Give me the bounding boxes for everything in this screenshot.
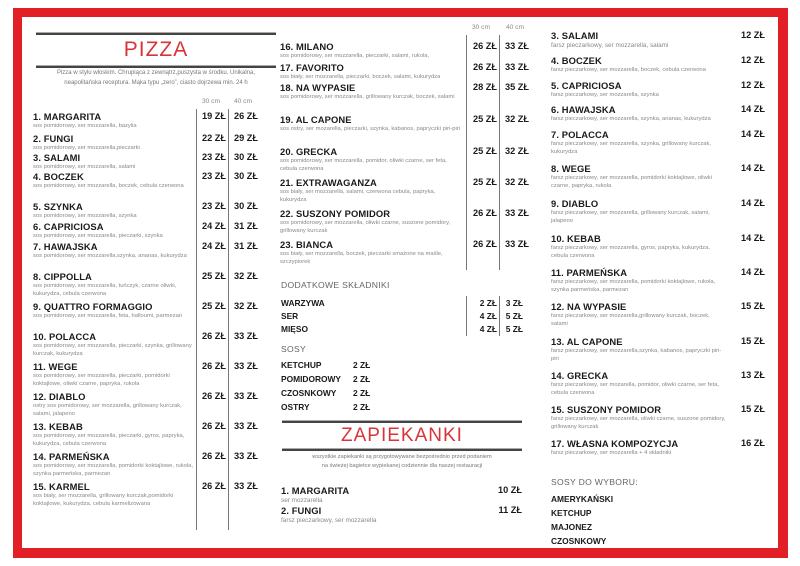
item-name: 6. CAPRICIOSA [33,221,104,232]
price-30cm: 26 ZŁ [202,391,226,401]
pizza-header [36,32,276,68]
item-name: 12. DIABLO [33,391,86,402]
zapiekanka-price: 14 ZŁ [741,198,765,208]
extras-title: DODATKOWE SKŁADNIKI [281,280,390,290]
item-name: 23. BIANCA [280,239,334,250]
item-name: 13. KEBAB [33,421,83,432]
zapiekanki-header [282,420,522,451]
item-name: 7. HAWAJSKA [33,241,98,252]
price-40cm: 32 ZŁ [234,301,258,311]
item-name: 4. BOCZEK [551,55,602,66]
item-description: farsz pieczarkowy, ser mozzarella, boczek, cebula czerwona [551,67,706,73]
sauce-choice-item: CZOSNKOWY [551,536,607,546]
zapiekanka-price: 14 ZŁ [741,267,765,277]
zapiekanka-item [551,104,727,123]
price-divider [228,109,229,530]
item-description: farsz pieczarkowy, ser mozzarella, szynka [551,92,659,98]
price-40cm: 33 ZŁ [505,41,529,51]
sauce-price: 2 ZŁ [353,388,371,398]
zapiekanka-item [551,80,727,99]
item-description: sos pomidorowy, ser mozzarella, pomidor, oliwki czarne, ser feta, cebula czerwona [280,158,447,172]
price-30cm: 23 ZŁ [202,152,226,162]
price-40cm: 35 ZŁ [505,82,529,92]
price-40cm: 29 ZŁ [234,133,258,143]
zapiekanki-title: ZAPIEKANKI [341,425,463,446]
price-40cm: 33 ZŁ [505,62,529,72]
item-name: 2. FUNGI [33,133,74,144]
item-description: sos pomidorowy, ser mozzarella, oliwki czarne, suszone pomidory, grillowany kurczak [280,220,451,234]
zapiekanka-item [281,485,461,506]
price-30cm: 26 ZŁ [202,331,226,341]
price-divider [466,35,467,270]
intro-line: na świeżej bagietce wypiekanej codziennie dla naszej restauracji [321,463,483,469]
price-40cm: 30 ZŁ [234,152,258,162]
item-description: sos pomidorowy, ser mozzarella,pieczarki [33,145,140,151]
pizza-intro [36,68,276,88]
item-name: 16. MILANO [280,41,334,52]
size-large-label: 40 cm [234,98,252,105]
price-30cm: 26 ZŁ [202,451,226,461]
item-name: 13. AL CAPONE [551,336,623,347]
item-name: 12. NA WYPASIE [551,301,627,312]
item-description: farsz pieczarkowy, ser mozzarella, gyros, papryka, kukurydza, cebula czerwona [551,245,711,259]
pizza-item [33,133,195,152]
extra-price-30cm: 2 ZŁ [479,298,497,308]
item-description: sos ostry, ser mozarella, pieczarki, szynka, kabanos, papryczki piri-piri [280,126,460,132]
item-description: sos pomidorowy, ser mozzarella, bazylia [33,123,137,129]
sauce-name: KETCHUP [281,360,322,370]
price-divider [466,296,467,336]
pizza-item [33,171,195,190]
item-description: sos pomidorowy, ser mozzarella, boczek, cebula czerwona [33,183,184,189]
intro-line: Pizza w stylu włoskim. Chrupiąca z zewnątrz,puszysta w środku. Unikalna, [56,70,256,76]
item-description: farsz pieczarkowy, ser mozzarella, pomidorki koktajlowe, rukola, szynka parmeńska, parmezan [551,279,716,293]
item-name: 8. WEGE [551,163,591,174]
item-name: 4. BOCZEK [33,171,84,182]
extra-name: MIĘSO [281,324,308,334]
zapiekanka-price: 12 ZŁ [741,30,765,40]
item-name: 15. KARMEL [33,481,90,492]
pizza-item [280,62,462,81]
item-name: 17. WŁASNA KOMPOZYCJA [551,438,679,449]
item-name: 11. WEGE [33,361,78,372]
item-name: 22. SUSZONY POMIDOR [280,208,391,219]
sauce-name: CZOSNKOWY [281,388,337,398]
item-name: 20. GRECKA [280,146,338,157]
item-name: 19. AL CAPONE [280,114,352,125]
item-name: 9. DIABLO [551,198,599,209]
price-30cm: 24 ZŁ [202,221,226,231]
zapiekanka-price: 14 ZŁ [741,163,765,173]
zapiekanka-item [551,30,727,51]
item-description: farsz pieczarkowy, ser mozzarella, szynka, grillowany kurczak, kukurydza [551,141,712,155]
extra-price-40cm: 5 ZŁ [505,324,523,334]
item-name: 3. SALAMI [33,152,81,163]
extra-name: WARZYWA [281,298,325,308]
sauce-choice-title: SOSY DO WYBORU: [551,477,638,487]
sauce-price: 2 ZŁ [353,374,371,384]
item-description: sos pomidorowy, ser mozzarella, pieczarki, gyros, papryka, kukurydza, cebula czerwona [33,433,185,447]
price-40cm: 33 ZŁ [234,481,258,491]
price-30cm: 26 ZŁ [202,361,226,371]
price-40cm: 33 ZŁ [234,331,258,341]
sauces-title: SOSY [281,344,307,354]
extra-price-30cm: 4 ZŁ [479,311,497,321]
price-30cm: 25 ZŁ [202,301,226,311]
item-name: 17. FAVORITO [280,62,344,73]
item-description: sos pomidorowy, ser mozzarella, salami [33,164,136,170]
pizza-item [33,301,195,320]
zapiekanka-item [551,301,727,328]
zapiekanka-item [281,505,461,526]
price-30cm: 26 ZŁ [202,481,226,491]
price-divider [196,109,197,530]
item-name: 5. CAPRICIOSA [551,80,622,91]
item-description: farsz pieczarkowy, ser mozzarella, pomidorki koktajlowe, oliwki czarne, papryka, rukola [551,175,712,189]
price-30cm: 25 ZŁ [473,177,497,187]
item-description: sos pomidorowy, ser mozzarella, pieczarki, pomidorki koktajlowe, oliwki czarne, papryka, rukola [33,373,170,387]
zapiekanka-item [551,336,727,363]
price-30cm: 26 ZŁ [473,41,497,51]
price-40cm: 32 ZŁ [505,114,529,124]
item-description: farsz pieczarkowy, ser mozzarella, grillowany kurczak, salami, jalapeno [551,210,710,224]
item-description: farsz pieczarkowy, ser mozzarella,grillowany kurczak, boczek, salami [551,313,710,327]
pizza-item [33,111,195,130]
zapiekanka-item [551,163,727,190]
price-divider [499,296,500,336]
zapiekanka-price: 11 ZŁ [498,505,522,515]
zapiekanka-item [551,198,727,225]
item-description: sos biały, ser mozzarella, pieczarki, boczek, salami, kukurydza [280,74,441,80]
price-30cm: 26 ZŁ [473,239,497,249]
intro-line: wszystkie zapiekanki są przygotowywane bezpośrednio przed podaniem [312,454,492,460]
sauce-price: 2 ZŁ [353,402,371,412]
price-40cm: 33 ZŁ [234,451,258,461]
price-40cm: 30 ZŁ [234,201,258,211]
price-30cm: 26 ZŁ [202,421,226,431]
pizza-item [33,241,195,260]
extra-price-40cm: 5 ZŁ [505,311,523,321]
item-description: farsz pieczarkowy, ser mozarella, pomidor, oliwki czarne, ser feta, cebula czerwona [551,382,720,396]
price-40cm: 31 ZŁ [234,241,258,251]
pizza-item [33,391,195,418]
price-40cm: 33 ZŁ [234,421,258,431]
price-40cm: 31 ZŁ [234,221,258,231]
zapiekanka-price: 14 ZŁ [741,104,765,114]
pizza-item [33,271,195,298]
menu-page [22,17,778,548]
item-description: sos pomidorowy, ser mozzarella, pomidorki koktajlowe, rukola, szynka parmeńska, parmezan [33,463,194,477]
sauce-name: OSTRY [281,402,310,412]
item-name: 3. SALAMI [551,30,599,41]
sauce-choice-item: AMERYKAŃSKI [551,494,614,504]
zapiekanka-item [551,129,727,156]
price-40cm: 33 ZŁ [505,208,529,218]
price-30cm: 25 ZŁ [473,114,497,124]
item-name: 8. CIPPOLLA [33,271,92,282]
price-40cm: 33 ZŁ [505,239,529,249]
zapiekanka-item [551,55,727,74]
pizza-item [280,146,462,173]
zapiekanka-price: 14 ZŁ [741,233,765,243]
pizza-item [33,451,195,478]
divider [36,32,276,35]
zapiekanki-intro [282,453,522,471]
zapiekanka-price: 15 ZŁ [741,404,765,414]
price-40cm: 32 ZŁ [234,271,258,281]
sauce-choice-item: MAJONEZ [551,522,592,532]
price-40cm: 30 ZŁ [234,171,258,181]
item-name: 21. EXTRAWAGANZA [280,177,377,188]
item-name: 1. MARGARITA [281,485,350,496]
item-description: sos pomidorowy, ser mozzarella, grillowany kurczak, boczek, salami [280,94,455,100]
price-30cm: 25 ZŁ [473,146,497,156]
zapiekanka-item [551,404,727,431]
item-name: 11. PARMEŃSKA [551,267,628,278]
sauce-choice-item: KETCHUP [551,508,592,518]
pizza-item [33,221,195,240]
price-30cm: 22 ZŁ [202,133,226,143]
item-description: farsz pieczarkowy, ser mozzarella + 4 składniki [551,450,672,456]
pizza-item [280,114,462,133]
zapiekanka-item [551,370,727,397]
item-name: 10. POLACCA [33,331,97,342]
zapiekanka-item [551,267,727,294]
extra-price-30cm: 4 ZŁ [479,324,497,334]
zapiekanka-price: 12 ZŁ [741,80,765,90]
price-30cm: 23 ZŁ [202,171,226,181]
zapiekanka-price: 12 ZŁ [741,55,765,65]
price-30cm: 26 ZŁ [473,208,497,218]
sauce-name: POMIDOROWY [281,374,342,384]
pizza-item [280,41,462,60]
price-30cm: 26 ZŁ [473,62,497,72]
zapiekanka-price: 16 ZŁ [741,438,765,448]
price-30cm: 28 ZŁ [473,82,497,92]
size-large-label: 40 cm [506,24,524,31]
item-description: sos pomidorowy, ser mozzarella, pieczarki, salami, rukola, [280,53,430,59]
pizza-item [33,331,195,358]
item-description: sos biały, ser mozzarella, salami, czerwona cebula, papryka, kukurydza [280,189,436,203]
item-description: ser mozzarella [281,497,323,504]
item-description: sos pomidorowy, ser mozzarella,szynka, ananas, kukurydza [33,253,187,259]
item-description: farsz pieczarkowy, ser mozzarella, oliwki czarne, suszone pomidory, grillowany kurczak [551,416,726,430]
item-name: 9. QUATTRO FORMAGGIO [33,301,153,312]
pizza-item [280,208,462,235]
item-description: farsz pieczarkowy, ser mozzarella, szynka, ananas, kukurydza [551,116,711,122]
item-description: sos pomidorowy, ser mozzarella, szynka [33,213,137,219]
item-name: 18. NA WYPASIE [280,82,356,93]
item-name: 15. SUSZONY POMIDOR [551,404,662,415]
price-40cm: 33 ZŁ [234,361,258,371]
pizza-item [33,201,195,220]
item-description: farsz pieczarkowy, ser mozzarella,szynka, kabanos, papryczki piri-piri [551,348,722,362]
item-name: 10. KEBAB [551,233,601,244]
item-description: sos pomidorowy, ser mozzarella, tuńczyk, czarne oliwki, kukurydza, cebula czerwona [33,283,177,297]
zapiekanka-price: 13 ZŁ [741,370,765,380]
size-small-label: 30 cm [472,24,490,31]
pizza-item [33,481,195,508]
price-30cm: 19 ZŁ [202,111,226,121]
zapiekanka-price: 14 ZŁ [741,129,765,139]
pizza-item [33,152,195,171]
price-30cm: 25 ZŁ [202,271,226,281]
price-30cm: 23 ZŁ [202,201,226,211]
size-small-label: 30 cm [202,98,220,105]
item-description: sos biały, ser mozzarella, boczek, pieczarki smażone na maśle, szczypiorek [280,251,443,265]
price-40cm: 32 ZŁ [505,146,529,156]
item-description: farsz pieczarkowy, ser mozzarella, salami [551,42,669,49]
item-description: farsz pieczarkowy, ser mozzarella [281,517,377,524]
pizza-item [280,239,462,266]
zapiekanka-price: 15 ZŁ [741,336,765,346]
pizza-item [33,361,195,388]
item-name: 2. FUNGI [281,505,322,516]
pizza-item [33,421,195,448]
price-30cm: 24 ZŁ [202,241,226,251]
item-description: sos pomidorowy, ser mozzarella, pieczarki, szynka, grillowany kurczak, kukurydza [33,343,192,357]
sauce-price: 2 ZŁ [353,360,371,370]
item-description: ostry sos pomidorowy, ser mozzarella, grillowany kurczak, salami, jalapeno [33,403,182,417]
item-name: 5. SZYNKA [33,201,83,212]
price-40cm: 26 ZŁ [234,111,258,121]
item-description: sos pomidorowy, ser mozzarella, pieczarki, szynka [33,233,163,239]
item-name: 14. GRECKA [551,370,609,381]
item-name: 7. POLACCA [551,129,609,140]
extra-name: SER [281,311,299,321]
item-name: 6. HAWAJSKA [551,104,616,115]
pizza-title: PIZZA [123,38,189,61]
intro-line: neapolitańska receptura. Mąka typu „zero”, ciasto dojrzewa min. 24 h [64,80,248,86]
zapiekanka-price: 10 ZŁ [498,485,522,495]
item-name: 1. MARGARITA [33,111,102,122]
price-divider [499,35,500,270]
item-description: sos biały, ser mozzarella, grillowany kurczak,pomidorki koktajlowe, kukurydza, cebula karmelizowana [33,493,174,507]
item-name: 14. PARMEŃSKA [33,451,110,462]
pizza-item [280,82,462,101]
item-description: sos pomidorowy, ser mozzarella, feta, halloumi, parmezan [33,313,183,319]
pizza-item [280,177,462,204]
zapiekanka-item [551,438,727,457]
divider [282,420,522,423]
price-40cm: 33 ZŁ [234,391,258,401]
price-40cm: 32 ZŁ [505,177,529,187]
divider [282,448,522,451]
extra-price-40cm: 3 ZŁ [505,298,523,308]
zapiekanka-price: 15 ZŁ [741,301,765,311]
zapiekanka-item [551,233,727,260]
